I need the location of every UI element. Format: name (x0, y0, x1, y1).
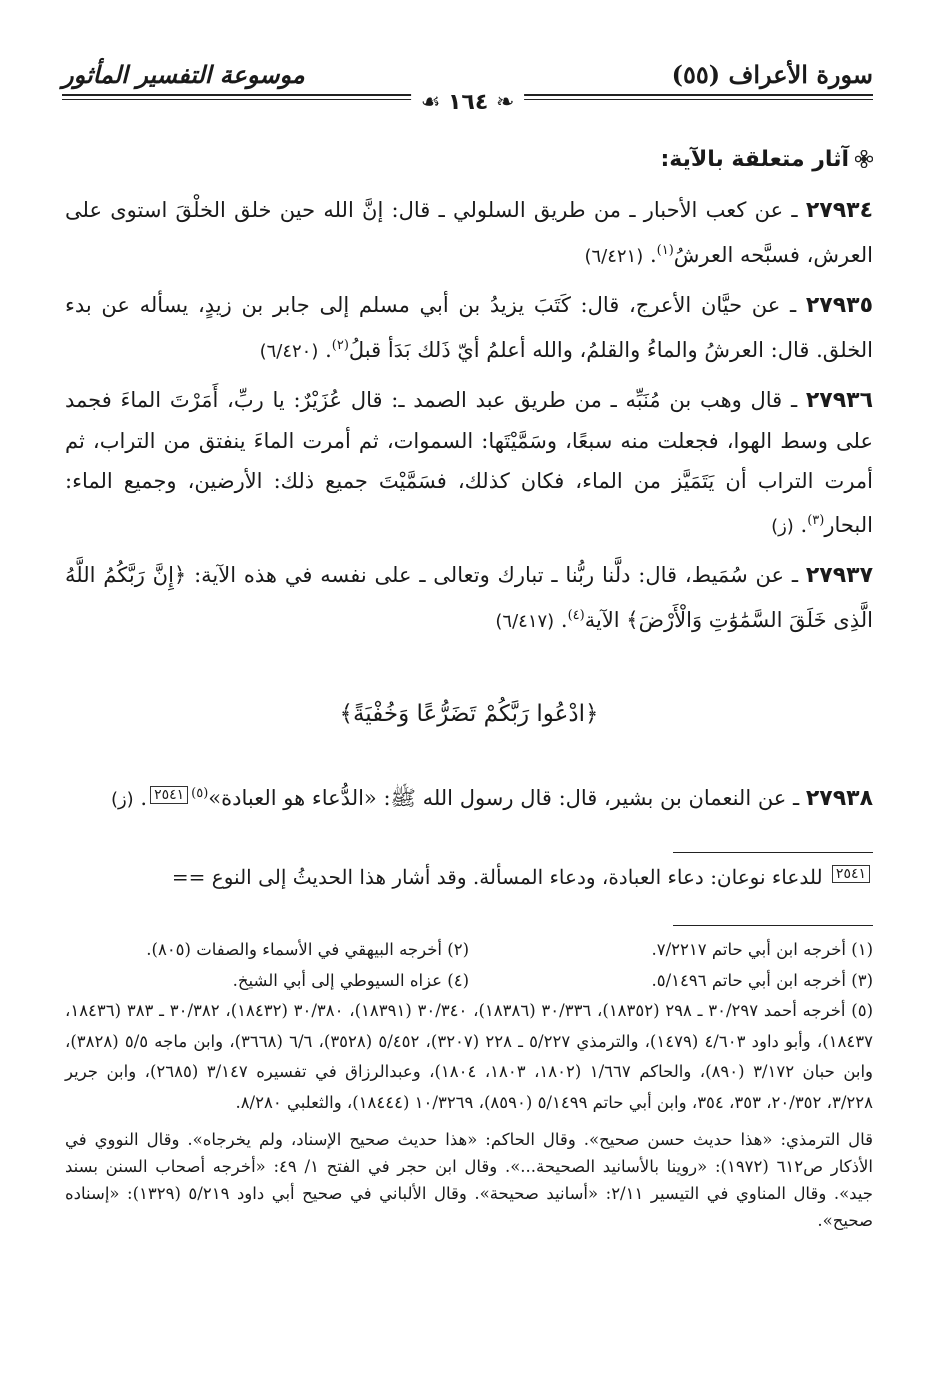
volume-page-ref: (ز) (110, 789, 134, 810)
athar-entry: ٢٧٩٣٧ ـ عن سُمَيط، قال: دلَّنا ربُّنا ـ تبارك وتعالى ـ على نفسه في هذه الآية: ﴿إِنَّ رَبَّكُمُ اللَّهُ الَّذِى خَلَقَ السَّمَٰوَٰتِ وَالْأَرْضَ﴾ الآية$^{(٤)}$. (٦/٤١٧) (65, 563, 873, 632)
footnote-divider (673, 925, 873, 926)
athar-entry: ٢٧٩٣٥ ـ عن حيَّان الأعرج، قال: كَتَبَ يزيدُ بن أبي مسلم إلى جابر بن زيدٍ، يسأله عن بدء الخلق. قال: العرشُ والماءُ والقلمُ، والله أعلمُ أيّ ذَلك بَدَأ قبلُ$^{(٢)}$. (٦/٤٢٠) (65, 293, 873, 362)
section-heading: آثار متعلقة بالآية: (65, 140, 873, 180)
footnotes (65, 935, 873, 1234)
volume-page-ref: (٦/٤١٧) (495, 611, 555, 632)
footnote-marker: (٢) (331, 338, 349, 353)
footnote-4: (٤) عزاه السيوطي إلى أبي الشيخ. (232, 970, 469, 990)
editorial-xref-box: ٢٥٤١ (150, 786, 188, 804)
ornament-icon: ❧ (495, 90, 515, 115)
athar-entry: ٢٧٩٣٦ ـ قال وهب بن مُنَبِّه ـ من طريق عبد الصمد ـ: قال عُزَيْرٌ: يا ربِّ، أَمَرْتَ الماءَ فجمد على وسط الهوا، فجعلت منه سبعًا، وسَمَّيْتَها: السموات، ثم أمرت الماءَ ينفتق من التراب، ثم أمرت التراب أن يَتَمَيَّز من الماء، فكان كذلك، فسَمَّيْتَ جميع ذلك: الأرضين، وجميع الماء: البحار$^{(٣)}$. (ز) (65, 388, 873, 537)
quran-verse: ﴿ادْعُوا رَبَّكُمْ تَضَرُّعًا وَخُفْيَةً﴾ (339, 701, 599, 727)
surah-title: سورة الأعراف (٥٥) (671, 60, 873, 89)
footnote-marker: (٥) (191, 786, 209, 801)
footnote-1: (١) أخرجه ابن أبي حاتم ٧/٢٢١٧. (651, 940, 873, 959)
footnote-5: (٥) أخرجه أحمد ٣٠/٢٩٧ ـ ٢٩٨ (١٨٣٥٢)، ٣٠/٣٣٦ (١٨٣٨٦)، ٣٠/٣٤٠ (١٨٣٩١)، ٣٠/٣٨٠ (١٨٤٣٢)، ٣٠/٣٨٢ ـ ٣٨٣ (١٨٤٣٦، ١٨٤٣٧)، وأبو داود ٤/٦٠٣ (١٤٧٩)، والترمذي ٥/٢٢٧ ـ ٢٢٨ (٣٢٠٧)، ٥/٤٥٢ (٣٥٢٨)، ٦/٦ (٣٦٦٨)، وابن ماجه ٥/٥ (٣٨٢٨)، وابن حبان ٣/١٧٢ (٨٩٠)، والحاكم ١/٦٦٧ (١٨٠٢، ١٨٠٣، ١٨٠٤)، وعبدالرزاق في تفسيره ٣/١٤٧ (٢٦٨٥)، وابن جرير ٣/٢٢٨، ٢٠/٣٥٢، ٣٥٣، ٣٥٤، وابن أبي حاتم ٥/١٤٩٩ (٨٥٩٠)، ١٠/٣٢٦٩ (١٨٤٤٤)، والثعلبي ٨/٢٨٠. (65, 1001, 874, 1112)
main-text (65, 140, 873, 828)
editorial-xref-box: ٢٥٤١ (832, 865, 870, 883)
flower-ornament-icon (855, 150, 873, 168)
volume-page-ref: (٦/٤٢٠) (259, 341, 319, 362)
volume-page-ref: (٦/٤٢١) (584, 246, 644, 267)
footnote-marker: (٤) (567, 608, 585, 623)
entry-text: ـ عن النعمان بن بشير، قال: قال رسول الله ﷺ: «الدُّعاء هو العبادة» (208, 786, 800, 810)
entry-number: ٢٧٩٣٤ (805, 198, 873, 223)
entry-text: ـ عن حيَّان الأعرج، قال: كَتَبَ يزيدُ بن أبي مسلم إلى جابر بن زيدٍ، يسأله عن بدء الخلق. قال: العرشُ والماءُ والقلمُ، والله أعلمُ أيّ ذَلك بَدَأ قبلُ (65, 293, 873, 362)
athar-entry: ٢٧٩٣٤ ـ عن كعب الأحبار ـ من طريق السلولي ـ قال: إنَّ الله حين خلق الخلْقَ استوى على العرش، فسبَّحه العرشُ$^{(١)}$. (٦/٤٢١) (65, 198, 873, 267)
entry-text: ـ عن كعب الأحبار ـ من طريق السلولي ـ قال: إنَّ الله حين خلق الخلْقَ استوى على العرش، فسبَّحه العرشُ (65, 198, 873, 267)
entry-number: ٢٧٩٣٦ (805, 388, 873, 413)
footnote-row (65, 966, 873, 997)
editorial-text: للدعاء نوعان: دعاء العبادة، ودعاء المسألة. وقد أشار هذا الحديثُ إلى النوع == (171, 865, 823, 889)
ornament-icon: ☙ (420, 90, 441, 115)
editorial-note (30, 860, 873, 894)
footnote-3: (٣) أخرجه ابن أبي حاتم ٥/١٤٩٦. (651, 970, 873, 990)
book-title: موسوعة التفسير المأثور (62, 60, 305, 89)
entry-number: ٢٧٩٣٨ (805, 786, 873, 811)
footnote-marker: (٣) (807, 513, 825, 528)
footnote-commentary: قال الترمذي: «هذا حديث حسن صحيح». وقال الحاكم: «هذا حديث صحيح الإسناد، ولم يخرجاه». وقال النووي في الأذكار ص٦١٢ (١٩٧٢): «روينا بالأسانيد الصحيحة...». وقال ابن حجر في الفتح ١/ ٤٩: «أخرجه أصحاب السنن بسند جيد». وقال المناوي في التيسير ٢/١١: «أسانيد صحيحة». وقال الألباني في صحيح أبي داود ٥/٢١٩ (١٣٢٩): «إسناده صحيح». (65, 1130, 874, 1230)
entry-text: ـ قال وهب بن مُنَبِّه ـ من طريق عبد الصمد ـ: قال عُزَيْرٌ: يا ربِّ، أَمَرْتَ الماءَ فجمد على وسط الهوا، فجعلت منه سبعًا، وسَمَّيْتَها: السموات، ثم أمرت الماءَ ينفتق من التراب، ثم أمرت التراب أن يَتَمَيَّز من الماء، فكان كذلك، فسَمَّيْتَ جميع ذلك: الأرضين، وجميع الماء: البحار (65, 388, 873, 537)
footnote-row (65, 935, 873, 966)
entry-number: ٢٧٩٣٧ (805, 563, 873, 588)
footnote-marker: (١) (656, 243, 674, 258)
entry-number: ٢٧٩٣٥ (805, 293, 873, 318)
running-header (62, 52, 873, 115)
footnote-2: (٢) أخرجه البيهقي في الأسماء والصفات (٨٠٥). (146, 940, 469, 959)
editorial-divider (673, 852, 873, 853)
entry-text: ـ عن سُمَيط، قال: دلَّنا ربُّنا ـ تبارك وتعالى ـ على نفسه في هذه الآية: ﴿إِنَّ رَبَّكُمُ اللَّهُ الَّذِى خَلَقَ السَّمَٰوَٰتِ وَالْأَرْضَ﴾ الآية (65, 563, 873, 632)
volume-page-ref: (ز) (771, 516, 794, 537)
hadith-entry: ٢٧٩٣٨ ـ عن النعمان بن بشير، قال: قال رسول الله ﷺ: «الدُّعاء هو العبادة»$^{(٥)}$٢٥٤١. (ز) (110, 786, 873, 811)
page-number: ❧ ١٦٤ ☙ (411, 90, 525, 115)
